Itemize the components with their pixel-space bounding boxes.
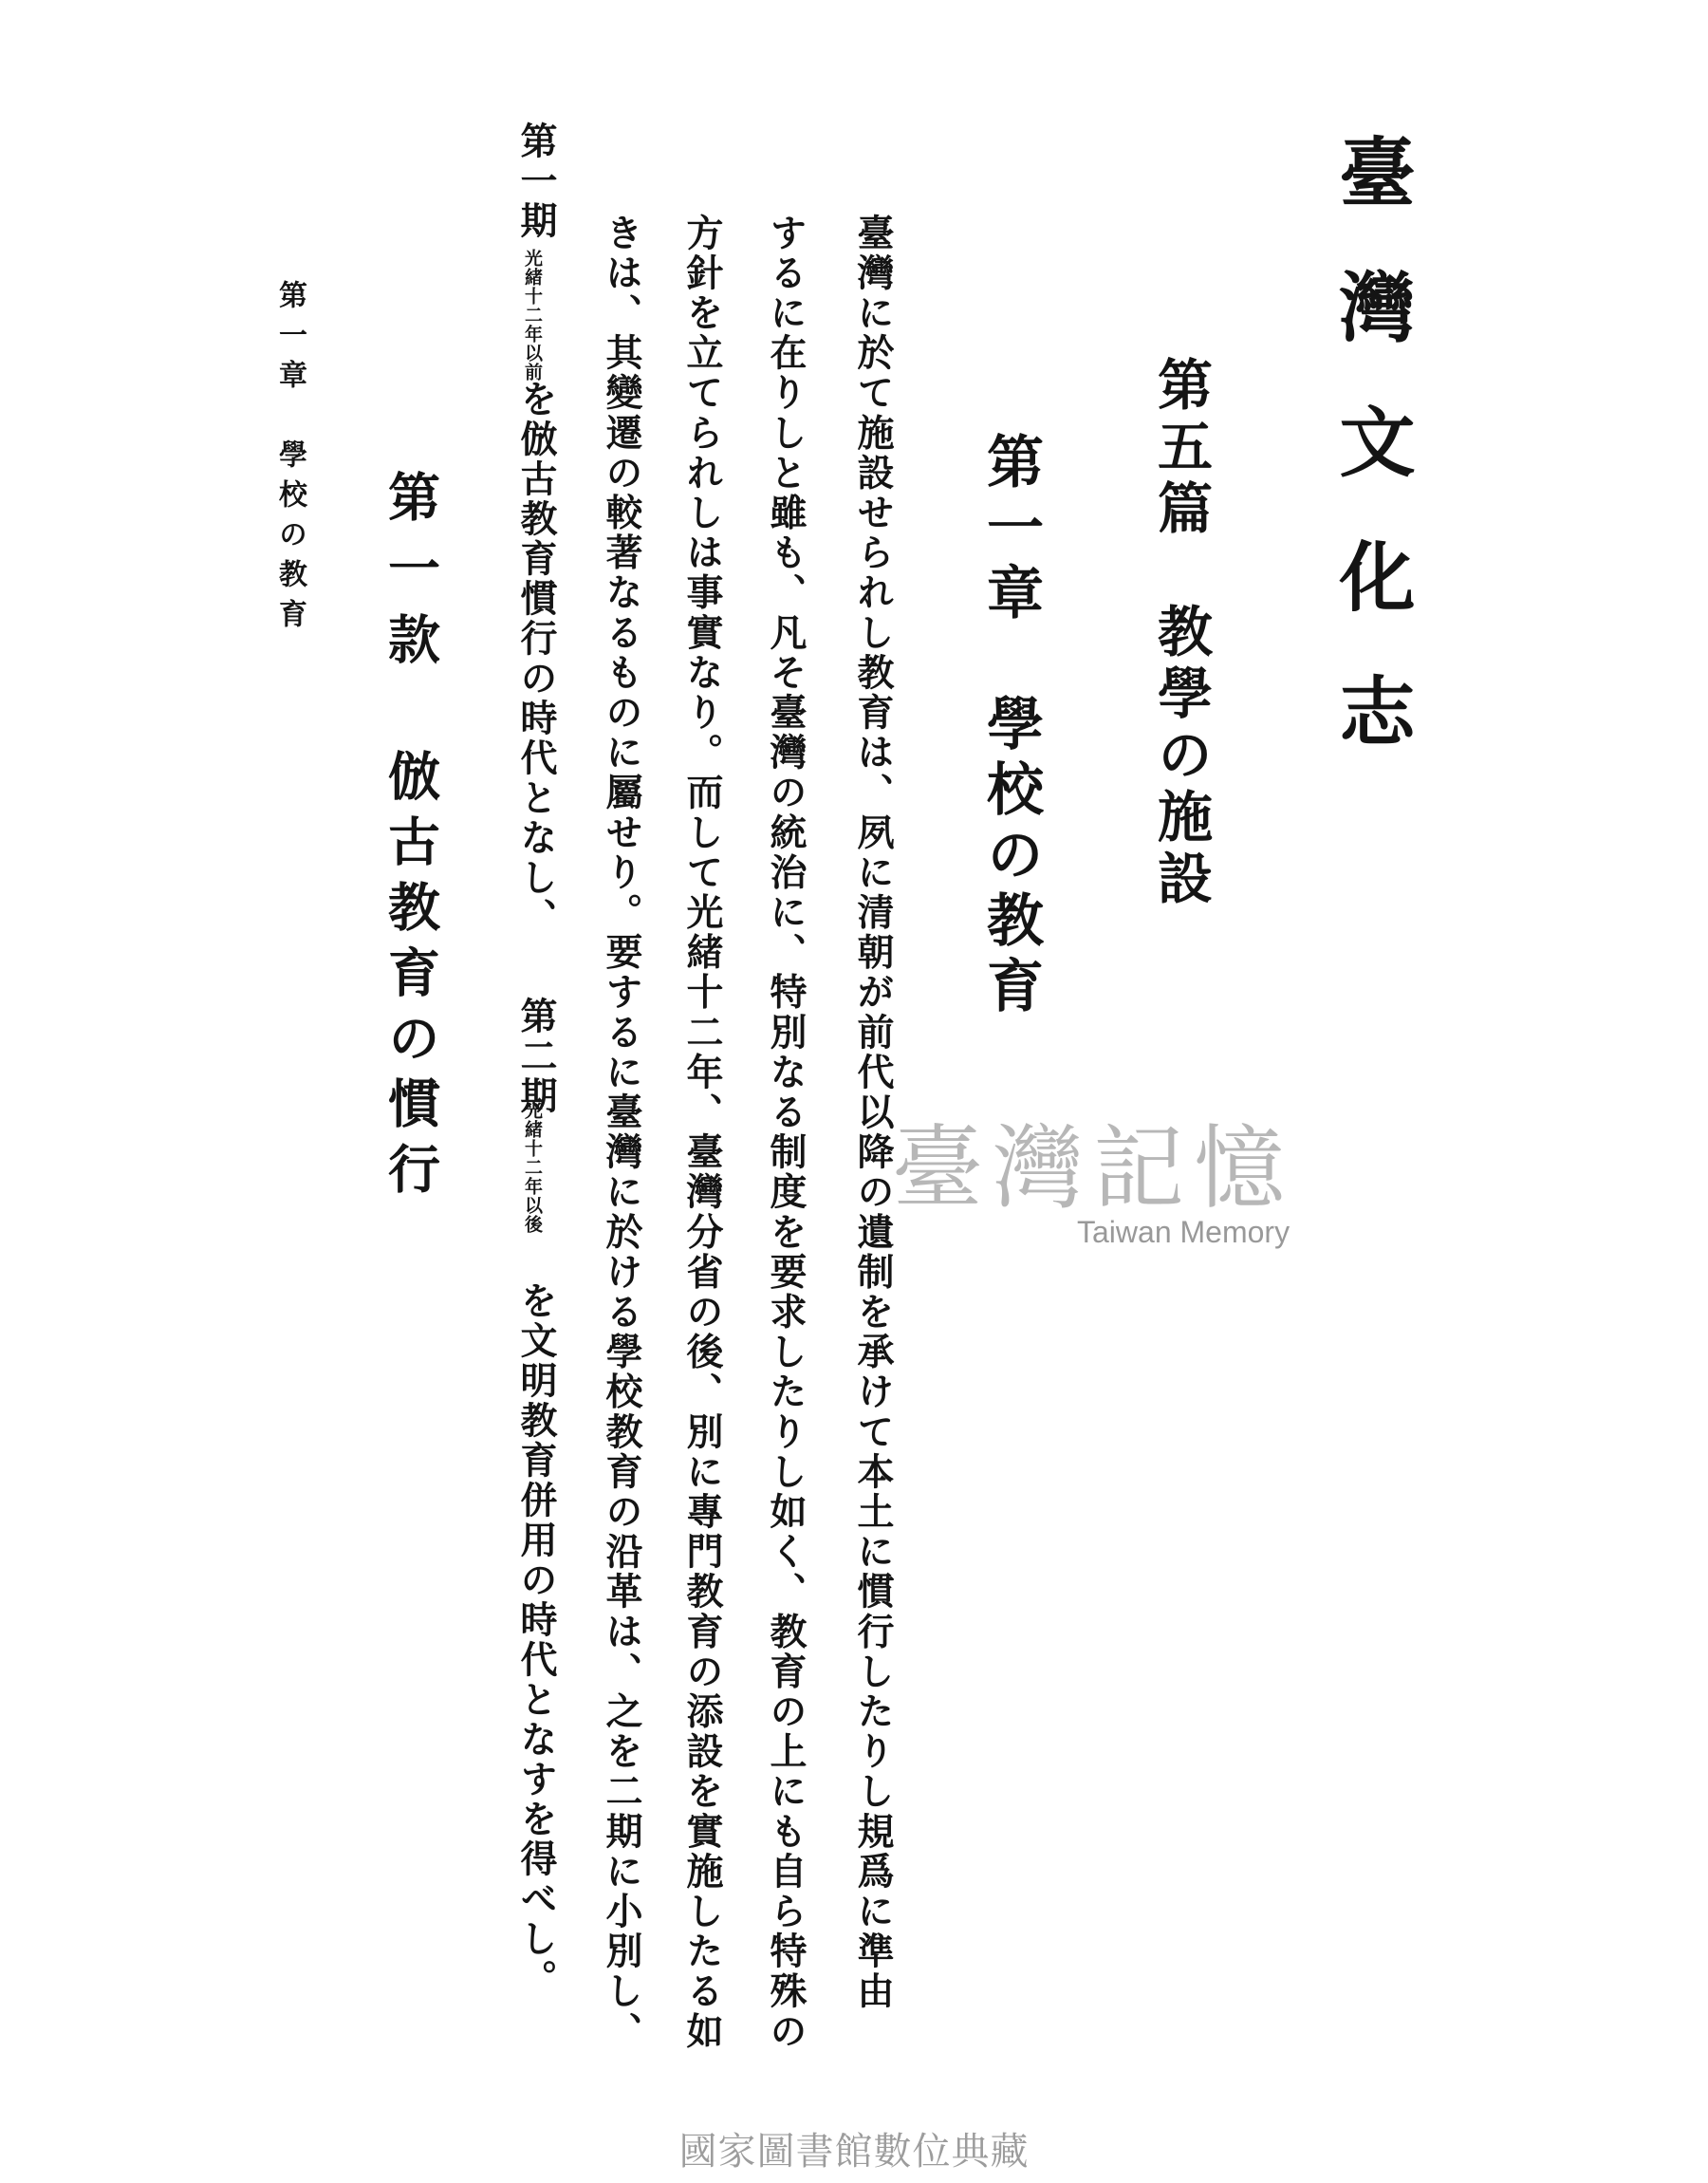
watermark-logo [892,1096,1328,1277]
period-1-text: を倣古教育慣行の時代となし、 [514,380,558,938]
body-line-3: 方針を立てられしは事實なり。而して光緒十二年、臺灣分省の後、別に專門教育の添設を實施したる如 [680,214,724,2052]
period-2-note: 光緒十二年以後 [522,1101,543,1234]
body-line-1: 臺灣に於て施設せられし教育は、夙に清朝が前代以降の遺制を承けて本土に慣行したりし規爲に準由 [851,214,895,2012]
chapter-title: 第一章 學校の教育 [977,432,1044,1021]
watermark-text: 臺灣記憶 [892,1115,1294,1222]
book-title: 臺灣文化志 [1327,133,1416,807]
section-title [380,470,441,1207]
period-1-note: 光緒十二年以前 [522,249,543,382]
period-2-heading: 第二期 [514,997,558,1116]
period-2-text: を文明教育併用の時代となすを得べし。 [514,1281,558,1999]
watermark-subtitle: Taiwan Memory [1077,1215,1290,1249]
section-title-text: 倣古教育の慣行 [380,749,441,1207]
part-title: 第五篇 教學の施設 [1148,356,1213,911]
footer-credit: 國家圖書館數位典藏 [678,2130,1030,2174]
body-line-2: するに在りしと雖も、凡そ臺灣の統治に、特別なる制度を要求したりし如く、教育の上にも自ら特殊の [764,214,808,2052]
period-1-heading: 第一期 [514,121,558,241]
body-line-4: きは、其變遷の較著なるものに屬せり。要するに臺灣に於ける學校教育の沿革は、之を二期に小別し、 [600,214,643,2052]
running-head: 第一章 學校の教育 [273,280,306,639]
section-number: 第一款 [380,470,441,683]
